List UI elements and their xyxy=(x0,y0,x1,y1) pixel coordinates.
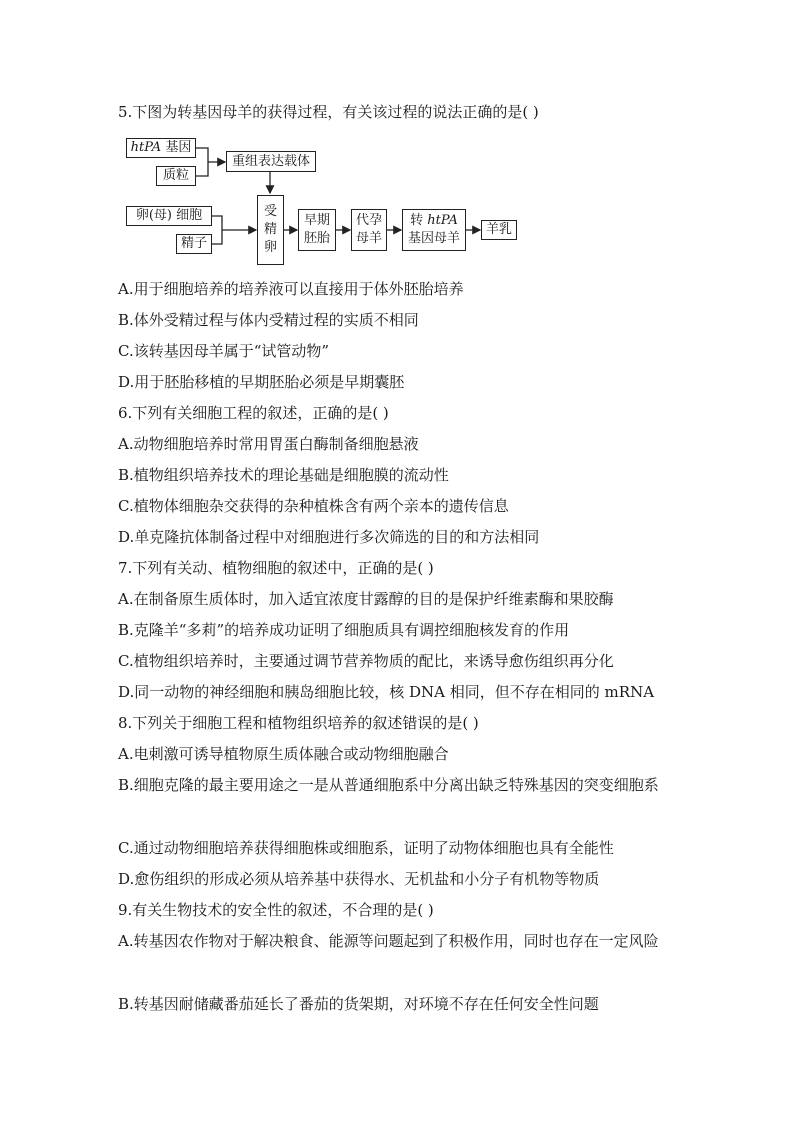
q7-option-c: C.植物组织培养时，主要通过调节营养物质的配比，来诱导愈伤组织再分化 xyxy=(118,652,614,670)
q5-option-d: D.用于胚胎移植的早期胚胎必须是早期囊胚 xyxy=(118,373,405,391)
q5-stem: 5.下图为转基因母羊的获得过程，有关该过程的说法正确的是( ) xyxy=(118,103,539,121)
fertilized-egg-label: 受 精 卵 xyxy=(263,204,277,255)
q6-option-c: C.植物体细胞杂交获得的杂种植株含有两个亲本的遗传信息 xyxy=(118,497,509,515)
q8-option-b: B.细胞克隆的最主要用途之一是从普通细胞系中分离出缺乏特殊基因的突变细胞系 xyxy=(118,776,659,794)
transgenic-italic: htPA xyxy=(427,213,458,228)
q7-option-b: B.克隆羊“多莉”的培养成功证明了细胞质具有调控细胞核发育的作用 xyxy=(118,621,570,639)
q8-stem: 8.下列关于细胞工程和植物组织培养的叙述错误的是( ) xyxy=(118,714,479,732)
recombinant-vector-box xyxy=(226,151,316,172)
q9-option-b: B.转基因耐储藏番茄延长了番茄的货架期，对环境不存在任何安全性问题 xyxy=(118,995,599,1013)
q8-option-d: D.愈伤组织的形成必须从培养基中获得水、无机盐和小分子有机物等物质 xyxy=(118,870,600,888)
sperm-label: 精子 xyxy=(180,236,207,251)
surrogate-ewe-box xyxy=(351,209,387,251)
diagram-arrows xyxy=(0,0,794,300)
fertilized-egg-box xyxy=(257,195,284,265)
htpa-gene-italic: htPA xyxy=(130,140,162,155)
q9-stem: 9.有关生物技术的安全性的叙述，不合理的是( ) xyxy=(118,901,434,919)
q6-stem: 6.下列有关细胞工程的叙述，正确的是( ) xyxy=(118,404,389,422)
q7-option-d: D.同一动物的神经细胞和胰岛细胞比较，核 DNA 相同，但不存在相同的 mRNA xyxy=(118,683,655,701)
surrogate-ewe-label: 代孕 母羊 xyxy=(355,213,382,246)
q6-option-b: B.植物组织培养技术的理论基础是细胞膜的流动性 xyxy=(118,466,449,484)
early-embryo-box xyxy=(298,209,336,251)
sperm-box xyxy=(176,234,212,254)
q8-option-a: A.电刺激可诱导植物原生质体融合或动物细胞融合 xyxy=(118,745,449,763)
htpa-gene-box xyxy=(126,138,196,158)
milk-label: 羊乳 xyxy=(485,222,512,237)
recombinant-vector-label: 重组表达载体 xyxy=(231,153,310,169)
q7-stem: 7.下列有关动、植物细胞的叙述中，正确的是( ) xyxy=(118,559,434,577)
q8-option-c: C.通过动物细胞培养获得细胞株或细胞系，证明了动物体细胞也具有全能性 xyxy=(118,839,614,857)
transgenic-prefix: 转 xyxy=(410,213,428,228)
q7-option-a: A.在制备原生质体时，加入适宜浓度甘露醇的目的是保护纤维素酶和果胶酶 xyxy=(118,590,614,608)
early-embryo-label: 早期 胚胎 xyxy=(303,213,330,246)
q6-option-d: D.单克隆抗体制备过程中对细胞进行多次筛选的目的和方法相同 xyxy=(118,528,540,546)
transgenic-ewe-box xyxy=(402,209,466,251)
q5-option-a: A.用于细胞培养的培养液可以直接用于体外胚胎培养 xyxy=(118,280,464,298)
q6-option-a: A.动物细胞培养时常用胃蛋白酶制备细胞悬液 xyxy=(118,435,419,453)
egg-cell-box xyxy=(126,206,212,226)
q5-option-c: C.该转基因母羊属于“试管动物” xyxy=(118,342,330,360)
milk-box xyxy=(481,220,517,240)
egg-cell-label: 卵(母) 细胞 xyxy=(135,208,203,223)
plasmid-box xyxy=(156,166,196,186)
transgenic-suffix: 基因母羊 xyxy=(407,231,460,246)
htpa-gene-suffix: 基因 xyxy=(161,140,192,155)
q9-option-a: A.转基因农作物对于解决粮食、能源等问题起到了积极作用，同时也存在一定风险 xyxy=(118,932,659,950)
plasmid-label: 质粒 xyxy=(162,168,189,183)
q5-option-b: B.体外受精过程与体内受精过程的实质不相同 xyxy=(118,311,419,329)
